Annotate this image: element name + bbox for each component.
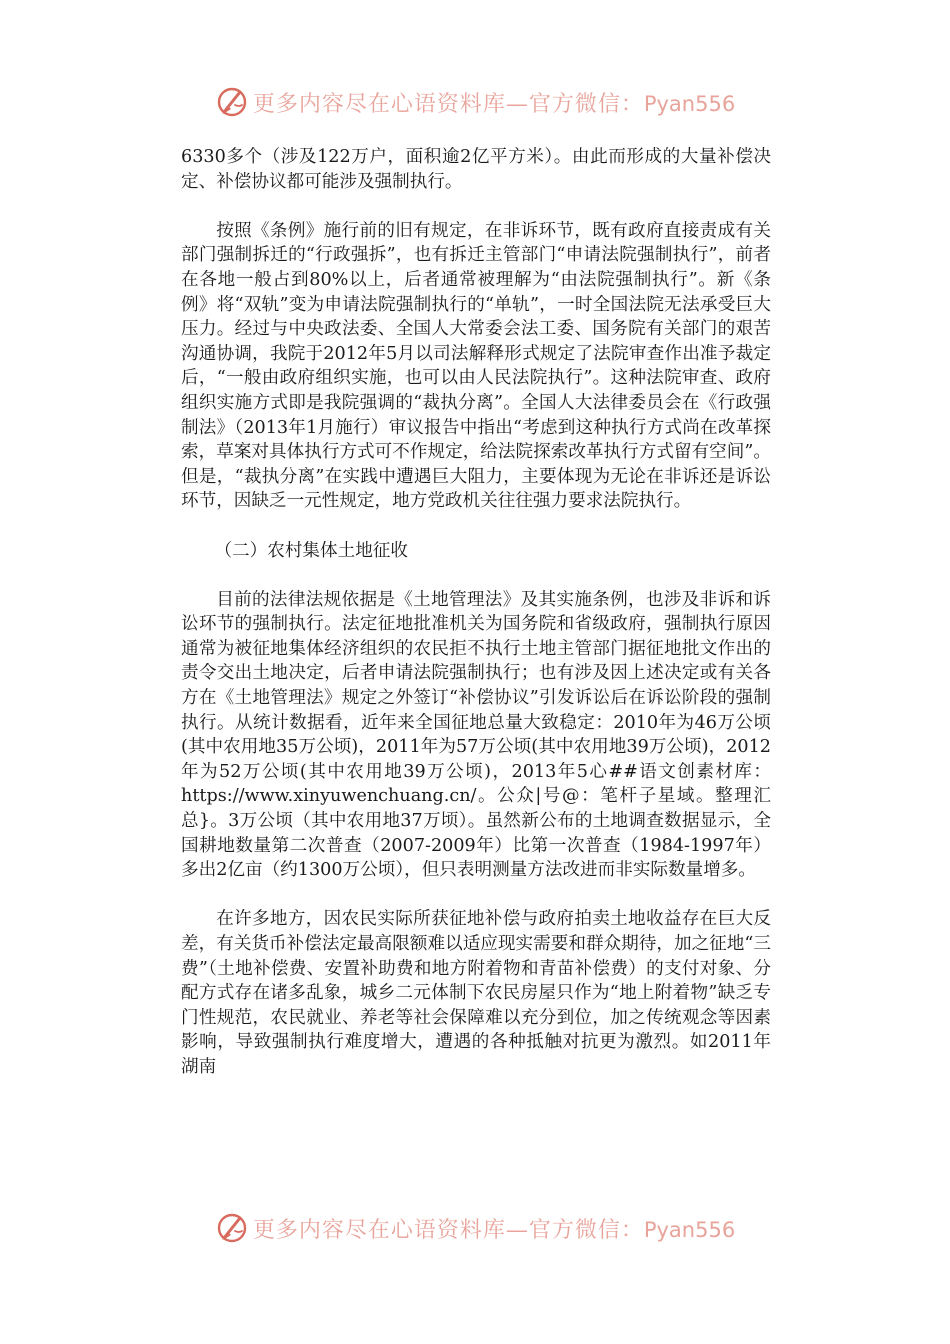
header-watermark-banner: [0, 82, 950, 122]
banner-text: 更多内容尽在心语资料库—官方微信：Pyan556: [252, 1217, 736, 1243]
section-heading: （二）农村集体土地征收: [214, 540, 408, 561]
brush-logo-icon: [215, 1211, 249, 1245]
paragraph: 按照《条例》施行前的旧有规定，在非诉环节，既有政府直接责成有关部门强制拆迁的“行政强拆”，也有拆迁主管部门“申请法院强制执行”，前者在各地一般占到80%以上，后者通常被理解为“由法院强制执行”。新《条例》将“双轨”变为申请法院强制执行的“单轨”，一时全国法院无法承受巨大压力。经过与中央政法委、全国人大常委会法工委、国务院有关部门的艰苦沟通协调，我院于2012年5月以司法解释形式规定了法院审查作出准予裁定后，“一般由政府组织实施，也可以由人民法院执行”。这种法院审查、政府组织实施方式即是我院强调的“裁执分离”。全国人大法律委员会在《行政强制法》（2013年1月施行）审议报告中指出“考虑到这种执行方式尚在改革探索，草案对具体执行方式可不作规定，给法院探索改革执行方式留有空间”。但是，“裁执分离”在实践中遭遇巨大阻力，主要体现为无论在非诉还是诉讼环节，因缺乏一元性规定，地方党政机关往往强力要求法院执行。: [181, 220, 771, 512]
brush-logo-icon: [215, 85, 249, 119]
paragraph: 目前的法律法规依据是《土地管理法》及其实施条例，也涉及非诉和诉讼环节的强制执行。法定征地批准机关为国务院和省级政府，强制执行原因通常为被征地集体经济组织的农民拒不执行土地主管部门据征地批文作出的责令交出土地决定，后者申请法院强制执行；也有涉及因上述决定或有关各方在《土地管理法》规定之外签订“补偿协议”引发诉讼后在诉讼阶段的强制执行。从统计数据看，近年来全国征地总量大致稳定：2010年为46万公顷(其中农用地35万公顷)，2011年为57万公顷(其中农用地39万公顷)，2012年为52万公顷(其中农用地39万公顷)，2013年5心##语文创素材库：https://www.xinyuwenchuang.cn/。公众|号@：笔杆子星域。整理汇总}。3万公顷（其中农用地37万顷）。虽然新公布的土地调查数据显示，全国耕地数量第二次普查（2007-2009年）比第一次普查（1984-1997年）多出2亿亩（约1300万公顷），但只表明测量方法改进而非实际数量增多。: [181, 589, 771, 881]
banner-text: 更多内容尽在心语资料库—官方微信：Pyan556: [252, 91, 736, 117]
wechat-id: Pyan556: [643, 1217, 736, 1242]
paragraph: 6330多个（涉及122万户，面积逾2亿平方米）。由此而形成的大量补偿决定、补偿协议都可能涉及强制执行。: [181, 147, 771, 192]
wechat-id: Pyan556: [643, 91, 736, 116]
document-body: [181, 145, 771, 1080]
footer-watermark-banner: [0, 1208, 950, 1248]
paragraph: 在许多地方，因农民实际所获征地补偿与政府拍卖土地收益存在巨大反差，有关货币补偿法定最高限额难以适应现实需要和群众期待，加之征地“三费”（土地补偿费、安置补助费和地方附着物和青苗补偿费）的支付对象、分配方式存在诸多乱象，城乡二元体制下农民房屋只作为“地上附着物”缺乏专门性规范，农民就业、养老等社会保障难以充分到位，加之传统观念等因素影响，导致强制执行难度增大，遭遇的各种抵触对抗更为激烈。如2011年湖南: [181, 909, 771, 1077]
